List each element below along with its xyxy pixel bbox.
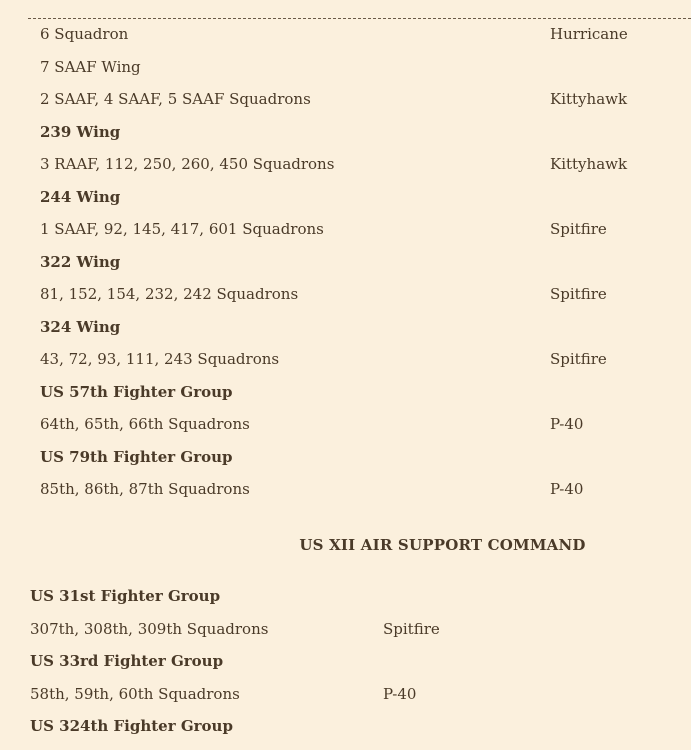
unit-name: 85th, 86th, 87th Squadrons: [40, 480, 250, 498]
aircraft-type: Kittyhawk: [550, 90, 628, 108]
aircraft-type: P-40: [383, 684, 417, 703]
aircraft-type: P-40: [550, 415, 584, 433]
table-row: [40, 408, 691, 441]
unit-name: 58th, 59th, 60th Squadrons: [30, 684, 240, 703]
group-heading: US 324th Fighter Group: [30, 717, 233, 735]
aircraft-type: Hurricane: [550, 25, 628, 43]
aircraft-type: Spitfire: [550, 285, 607, 303]
table-row: [40, 116, 691, 149]
aircraft-type: Spitfire: [383, 619, 440, 638]
unit-name: 307th, 308th, 309th Squadrons: [30, 619, 269, 638]
table-row: [40, 213, 691, 246]
unit-name: 6 Squadron: [40, 25, 129, 43]
table-row: [30, 710, 670, 743]
aircraft-type: Kittyhawk: [550, 155, 628, 173]
unit-name: 7 SAAF Wing: [40, 57, 141, 76]
air-support-command-table: [30, 580, 670, 743]
table-row: [40, 148, 691, 181]
group-heading: US 33rd Fighter Group: [30, 652, 224, 670]
wing-heading: 322 Wing: [40, 252, 121, 271]
table-row: [30, 613, 670, 646]
unit-name: 1 SAAF, 92, 145, 417, 601 Squadrons: [40, 220, 324, 238]
wing-heading: 239 Wing: [40, 122, 121, 141]
unit-name: 64th, 65th, 66th Squadrons: [40, 415, 250, 433]
table-row: [40, 278, 691, 311]
table-row: [40, 18, 691, 51]
table-row: [30, 645, 670, 678]
table-row: [40, 376, 691, 409]
aircraft-type: Spitfire: [550, 220, 607, 238]
group-heading: US 79th Fighter Group: [40, 447, 233, 466]
unit-name: 3 RAAF, 112, 250, 260, 450 Squadrons: [40, 155, 335, 173]
unit-name: 81, 152, 154, 232, 242 Squadrons: [40, 285, 299, 303]
table-row: [40, 311, 691, 344]
aircraft-type: P-40: [550, 480, 584, 498]
table-row: [40, 441, 691, 474]
table-row: [40, 343, 691, 376]
table-row: [30, 580, 670, 613]
group-heading: US 31st Fighter Group: [30, 587, 221, 605]
table-row: [40, 83, 691, 116]
table-row: [40, 246, 691, 279]
wing-heading: 244 Wing: [40, 187, 121, 206]
unit-name: 43, 72, 93, 111, 243 Squadrons: [40, 350, 280, 368]
table-row: [40, 51, 691, 84]
wing-heading: 324 Wing: [40, 317, 121, 336]
table-row: [30, 678, 670, 711]
aircraft-type: Spitfire: [550, 350, 607, 368]
unit-name: 2 SAAF, 4 SAAF, 5 SAAF Squadrons: [40, 90, 311, 108]
table-row: [40, 181, 691, 214]
section-heading: US XII AIR SUPPORT COMMAND: [299, 536, 586, 554]
group-heading: US 57th Fighter Group: [40, 382, 233, 401]
order-of-battle-table: [40, 18, 691, 506]
table-row: [40, 473, 691, 506]
